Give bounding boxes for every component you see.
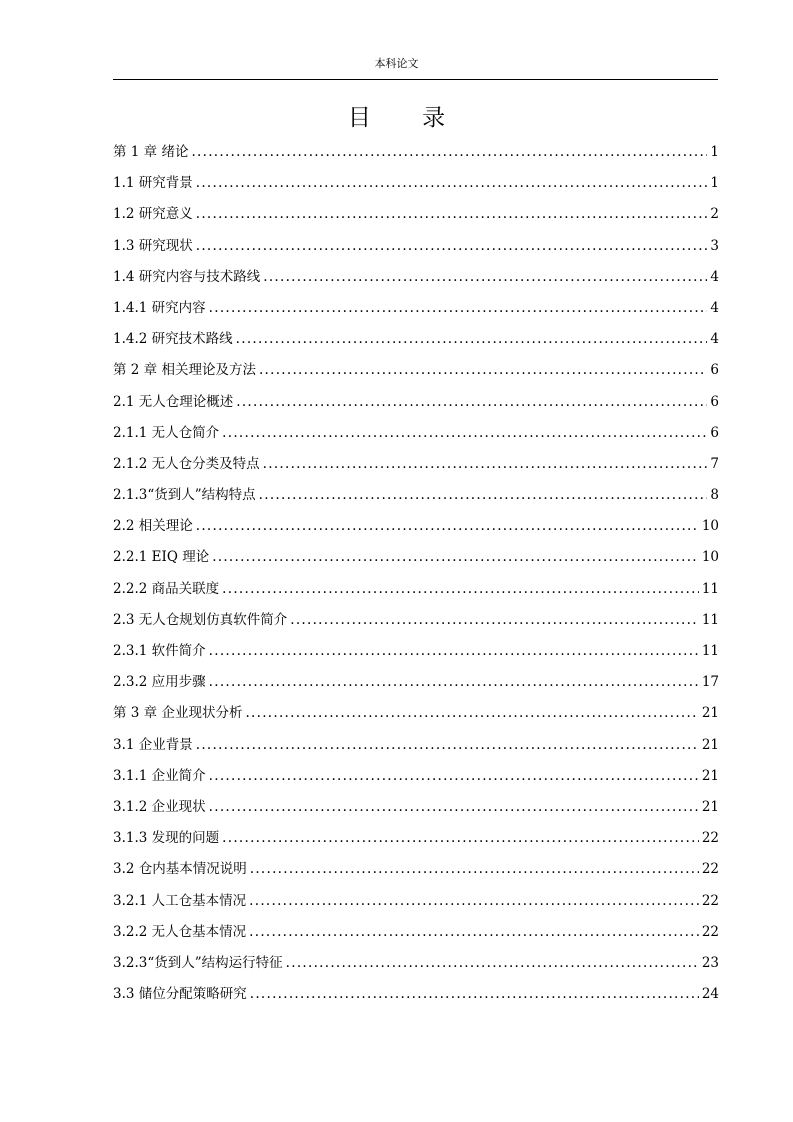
toc-entry[interactable] <box>113 203 719 234</box>
toc-entry[interactable] <box>113 297 719 328</box>
toc-page-number: 8 <box>710 487 719 504</box>
toc-page-number: 1 <box>710 175 719 192</box>
toc-dot-leader <box>196 734 699 756</box>
toc-dot-leader <box>212 546 699 568</box>
toc-entry-title: 2.2.1 EIQ 理论 <box>113 549 210 566</box>
toc-dot-leader <box>196 172 708 194</box>
toc-dot-leader <box>222 422 707 444</box>
toc-entry-title: 第 3 章 企业现状分析 <box>113 705 243 722</box>
toc-page-number: 22 <box>701 892 719 909</box>
toc-entry[interactable] <box>113 422 719 453</box>
toc-entry-title: 第 2 章 相关理论及方法 <box>113 362 256 379</box>
toc-dot-leader <box>250 858 699 880</box>
toc-dot-leader <box>209 796 699 818</box>
toc-dot-leader <box>209 765 699 787</box>
toc-page-number: 3 <box>710 237 719 254</box>
toc-entry[interactable] <box>113 515 719 546</box>
toc-page-number: 4 <box>710 268 719 285</box>
toc-entry-title: 3.2.2 无人仓基本情况 <box>113 923 247 940</box>
toc-entry-title: 3.2.3“货到人”结构运行特征 <box>113 954 283 971</box>
page-title: 目 录 <box>347 105 468 131</box>
toc-entry-title: 2.2 相关理论 <box>113 518 193 535</box>
toc-entry-title: 2.2.2 商品关联度 <box>113 580 220 597</box>
toc-page-number: 22 <box>701 830 719 847</box>
toc-dot-leader <box>196 515 699 537</box>
toc-dot-leader <box>259 359 707 381</box>
toc-page-number: 23 <box>701 954 719 971</box>
toc-dot-leader <box>263 453 708 475</box>
table-of-contents <box>113 141 719 1014</box>
toc-page-number: 4 <box>710 331 719 348</box>
toc-page-number: 1 <box>710 144 719 160</box>
toc-page-number: 6 <box>710 393 719 410</box>
toc-entry-title: 1.2 研究意义 <box>113 206 193 223</box>
toc-page-number: 21 <box>701 736 719 753</box>
toc-page-number: 21 <box>701 767 719 784</box>
toc-entry-title: 2.1 无人仓理论概述 <box>113 393 234 410</box>
toc-page-number: 22 <box>701 861 719 878</box>
toc-entry[interactable] <box>113 235 719 266</box>
toc-page-number: 11 <box>701 643 719 659</box>
toc-dot-leader <box>209 297 708 319</box>
toc-dot-leader <box>196 203 708 225</box>
toc-entry[interactable] <box>113 765 719 796</box>
toc-dot-leader <box>249 921 699 943</box>
toc-entry[interactable] <box>113 858 719 889</box>
toc-page-number: 6 <box>710 362 719 379</box>
toc-entry-title: 1.4.2 研究技术路线 <box>113 331 233 348</box>
toc-page-number: 4 <box>710 299 719 316</box>
page-header: 本科论文 <box>374 57 419 70</box>
toc-dot-leader <box>290 609 699 631</box>
toc-entry[interactable] <box>113 172 719 203</box>
toc-page-number: 24 <box>701 986 719 1003</box>
toc-entry-title: 3.1.2 企业现状 <box>113 798 206 815</box>
toc-entry-title: 3.1.1 企业简介 <box>113 767 206 784</box>
toc-entry[interactable] <box>113 983 719 1014</box>
toc-dot-leader <box>250 983 699 1005</box>
toc-entry[interactable] <box>113 141 719 172</box>
toc-entry-title: 3.1.3 发现的问题 <box>113 830 220 847</box>
toc-entry[interactable] <box>113 391 719 422</box>
toc-entry[interactable] <box>113 827 719 858</box>
toc-entry[interactable] <box>113 640 719 671</box>
toc-entry[interactable] <box>113 890 719 921</box>
toc-dot-leader <box>249 890 699 912</box>
toc-entry-title: 2.3.1 软件简介 <box>113 643 206 659</box>
toc-entry[interactable] <box>113 546 719 577</box>
toc-entry-title: 1.4.1 研究内容 <box>113 299 206 316</box>
toc-page-number: 6 <box>710 424 719 441</box>
toc-entry[interactable] <box>113 609 719 640</box>
toc-entry[interactable] <box>113 921 719 952</box>
toc-entry[interactable] <box>113 671 719 702</box>
toc-entry-title: 2.3 无人仓规划仿真软件简介 <box>113 611 288 628</box>
toc-entry-title: 3.2.1 人工仓基本情况 <box>113 892 247 909</box>
toc-entry[interactable] <box>113 702 719 733</box>
toc-dot-leader <box>222 827 699 849</box>
toc-dot-leader <box>196 235 708 257</box>
toc-dot-leader <box>191 141 707 163</box>
toc-entry-title: 2.1.2 无人仓分类及特点 <box>113 455 260 472</box>
toc-entry[interactable] <box>113 484 719 515</box>
toc-page-number: 2 <box>710 206 719 223</box>
toc-entry[interactable] <box>113 328 719 359</box>
toc-entry[interactable] <box>113 952 719 983</box>
toc-dot-leader <box>286 952 699 974</box>
toc-dot-leader <box>236 391 707 413</box>
toc-page-number: 10 <box>701 518 719 535</box>
toc-entry-title: 3.2 仓内基本情况说明 <box>113 861 247 878</box>
toc-entry-title: 3.1 企业背景 <box>113 736 193 753</box>
toc-entry-title: 2.1.1 无人仓简介 <box>113 424 220 441</box>
toc-entry-title: 第 1 章 绪论 <box>113 144 189 160</box>
toc-page-number: 17 <box>701 674 719 691</box>
toc-entry[interactable] <box>113 796 719 827</box>
toc-entry[interactable] <box>113 734 719 765</box>
toc-dot-leader <box>209 640 699 662</box>
toc-dot-leader <box>263 266 707 288</box>
toc-dot-leader <box>236 328 708 350</box>
toc-page-number: 11 <box>701 611 719 628</box>
toc-dot-leader <box>222 578 699 600</box>
toc-entry[interactable] <box>113 266 719 297</box>
toc-page-number: 22 <box>701 923 719 940</box>
toc-entry-title: 1.3 研究现状 <box>113 237 193 254</box>
toc-entry[interactable] <box>113 453 719 484</box>
toc-dot-leader <box>259 484 708 506</box>
toc-entry[interactable] <box>113 578 719 609</box>
toc-page-number: 21 <box>701 798 719 815</box>
toc-page-number: 7 <box>710 455 719 472</box>
toc-page-number: 11 <box>701 580 719 597</box>
toc-entry-title: 1.4 研究内容与技术路线 <box>113 268 261 285</box>
toc-page-number: 21 <box>701 705 719 722</box>
toc-page-number: 10 <box>701 549 719 566</box>
toc-entry-title: 3.3 储位分配策略研究 <box>113 986 247 1003</box>
toc-entry-title: 2.3.2 应用步骤 <box>113 674 206 691</box>
toc-entry-title: 2.1.3“货到人”结构特点 <box>113 487 256 504</box>
header-rule <box>113 79 718 80</box>
toc-dot-leader <box>209 671 699 693</box>
toc-entry[interactable] <box>113 359 719 390</box>
toc-entry-title: 1.1 研究背景 <box>113 175 193 192</box>
toc-dot-leader <box>245 702 698 724</box>
